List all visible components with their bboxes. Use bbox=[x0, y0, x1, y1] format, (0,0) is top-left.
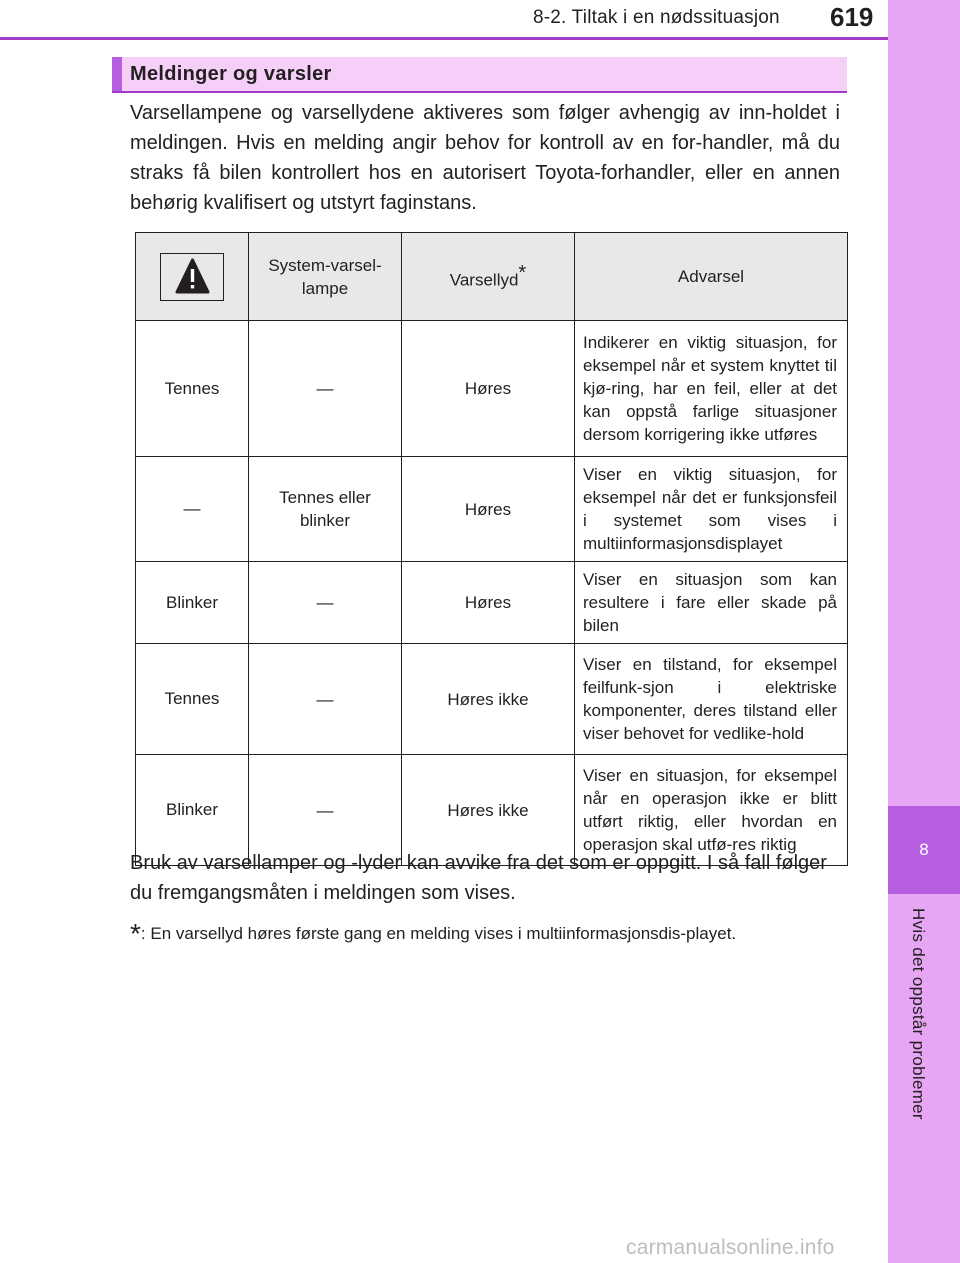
cell-sound: Høres bbox=[402, 457, 575, 562]
section-label: 8-2. Tiltak i en nødssituasjon bbox=[533, 7, 780, 28]
cell-warning: Indikerer en viktig situasjon, for eksempel når et system knyttet til kjø-ring, har en feil, eller at det kan oppstå farlige situasjoner dersom korrigering ikke utføres bbox=[575, 321, 848, 457]
intro-paragraph: Varsellampene og varsellydene aktiveres som følger avhengig av inn-holdet i meldingen. Hvis en melding angir behov for kontroll av en for-handler, må du straks få bilen kontrollert hos en autorisert Toyota-forhandler, eller en annen behørig kvalifisert og utstyrt faginstans. bbox=[130, 102, 840, 214]
cell-warning: Viser en situasjon, for eksempel når en operasjon ikke er blitt utført riktig, eller hvordan en operasjon skal utfø-res riktig bbox=[575, 755, 848, 866]
cell-system: — bbox=[249, 644, 402, 755]
cell-warning: Viser en situasjon som kan resultere i fare eller skade på bilen bbox=[575, 562, 848, 644]
cell-sound: Høres ikke bbox=[402, 755, 575, 866]
cell-sound: Høres bbox=[402, 562, 575, 644]
header-warning: Advarsel bbox=[575, 233, 848, 321]
cell-system: — bbox=[249, 755, 402, 866]
header-rule bbox=[0, 37, 888, 40]
header-master-warning bbox=[136, 233, 249, 321]
section-heading bbox=[112, 57, 847, 93]
cell-master: — bbox=[136, 457, 249, 562]
warning-table bbox=[135, 232, 848, 866]
warning-triangle-icon bbox=[160, 253, 224, 301]
footnote-text: : En varsellyd høres første gang en melding vises i multiinformasjonsdis-playet. bbox=[140, 924, 737, 943]
footnote-mark: * bbox=[130, 918, 141, 949]
cell-master: Blinker bbox=[136, 562, 249, 644]
cell-master: Blinker bbox=[136, 755, 249, 866]
cell-warning: Viser en tilstand, for eksempel feilfunk-sjon i elektriske komponenter, deres tilstand eller viser behovet for vedlike-hold bbox=[575, 644, 848, 755]
cell-sound: Høres ikke bbox=[402, 644, 575, 755]
header-system-lamp: System-varsel-lampe bbox=[249, 233, 402, 321]
table-row bbox=[136, 321, 848, 457]
chapter-number: 8 bbox=[888, 806, 960, 894]
cell-system: — bbox=[249, 321, 402, 457]
table-header-row bbox=[136, 233, 848, 321]
header-sound-label: Varsellyd bbox=[449, 270, 519, 290]
table-row bbox=[136, 644, 848, 755]
table-row bbox=[136, 562, 848, 644]
header-sound bbox=[402, 233, 575, 321]
watermark-text: carmanualsonline.info bbox=[626, 1236, 835, 1259]
table-row bbox=[136, 457, 848, 562]
cell-system: — bbox=[249, 562, 402, 644]
footnote bbox=[130, 917, 842, 949]
cell-warning: Viser en viktig situasjon, for eksempel når det er funksjonsfeil i systemet som vises i multiinformasjonsdisplayet bbox=[575, 457, 848, 562]
after-table-paragraph: Bruk av varsellamper og -lyder kan avvike fra det som er oppgitt. I så fall følger du fremgangsmåten i meldingen som vises. bbox=[130, 852, 827, 904]
heading-text: Meldinger og varsler bbox=[130, 63, 332, 85]
page-number: 619 bbox=[830, 2, 874, 32]
cell-sound: Høres bbox=[402, 321, 575, 457]
cell-master: Tennes bbox=[136, 321, 249, 457]
heading-accent-bar bbox=[112, 57, 122, 91]
cell-system: Tennes eller blinker bbox=[249, 457, 402, 562]
cell-master: Tennes bbox=[136, 644, 249, 755]
header-sound-mark: * bbox=[518, 261, 527, 284]
chapter-title: Hvis det oppstår problemer bbox=[909, 908, 928, 1120]
